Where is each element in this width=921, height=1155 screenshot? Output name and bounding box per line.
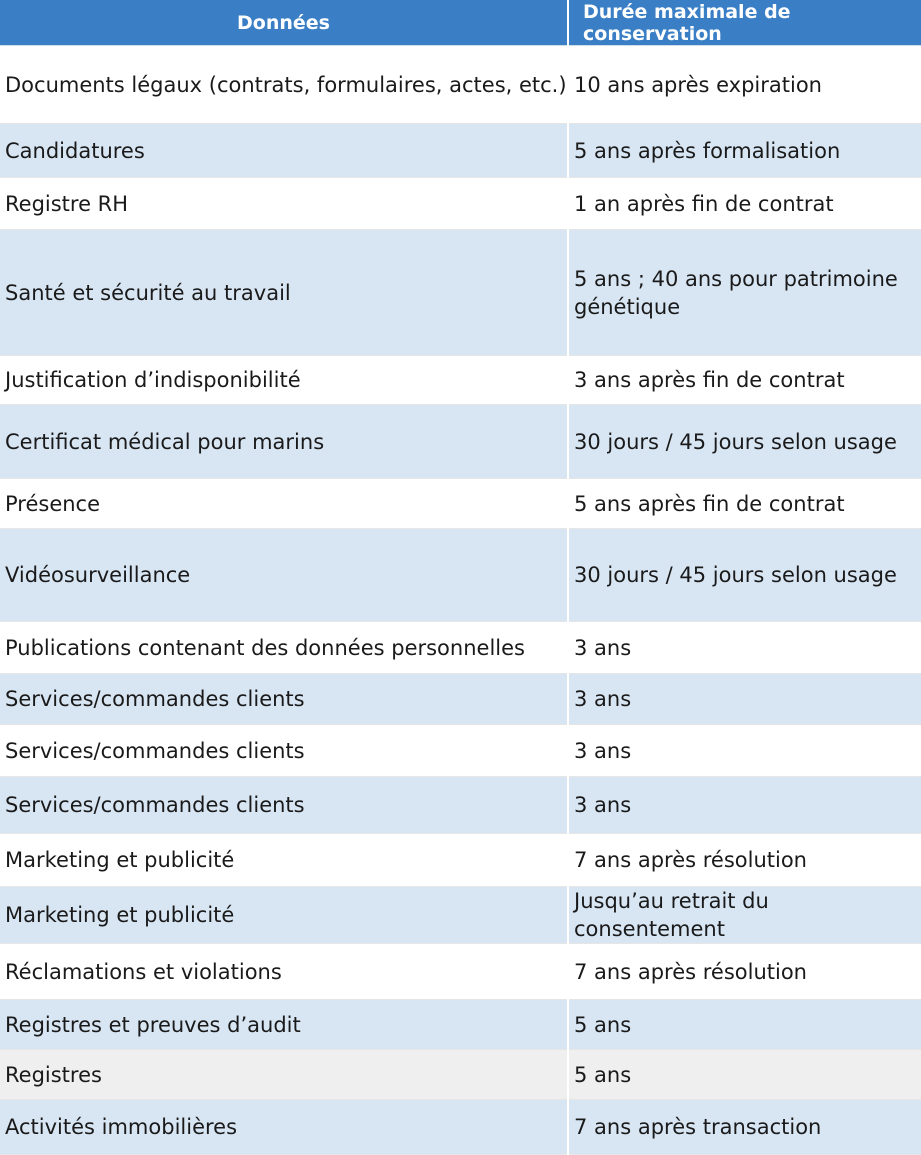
cell-donnees: Services/commandes clients [0,674,568,725]
table-row [0,944,921,1000]
table-row [0,479,921,529]
cell-duree: 5 ans après formalisation [568,124,921,178]
table-row [0,356,921,405]
table-row [0,1050,921,1100]
cell-duree: 5 ans [568,1050,921,1100]
table-row [0,1100,921,1155]
cell-duree: 7 ans après résolution [568,834,921,887]
cell-donnees: Marketing et publicité [0,887,568,944]
table-row [0,405,921,479]
cell-duree: 7 ans après transaction [568,1100,921,1155]
cell-donnees: Santé et sécurité au travail [0,230,568,356]
table-row [0,777,921,834]
cell-duree: 1 an après fin de contrat [568,178,921,230]
cell-duree: 3 ans [568,777,921,834]
cell-donnees: Réclamations et violations [0,944,568,1000]
cell-duree: 3 ans [568,674,921,725]
header-duree: Durée maximale de conservation [568,0,921,46]
cell-donnees: Services/commandes clients [0,725,568,777]
cell-duree: 3 ans [568,725,921,777]
cell-donnees: Documents légaux (contrats, formulaires, actes, etc.) [0,46,568,124]
cell-duree: 30 jours / 45 jours selon usage [568,405,921,479]
cell-donnees: Vidéosurveillance [0,529,568,622]
table-row [0,725,921,777]
table-row [0,834,921,887]
table-row [0,529,921,622]
cell-donnees: Justification d’indisponibilité [0,356,568,405]
cell-duree: 3 ans [568,622,921,674]
cell-donnees: Registres [0,1050,568,1100]
cell-donnees: Candidatures [0,124,568,178]
table-row [0,46,921,124]
table-body [0,46,921,1155]
cell-duree: 3 ans après fin de contrat [568,356,921,405]
cell-duree: 5 ans ; 40 ans pour patrimoine génétique [568,230,921,356]
table-row [0,1000,921,1050]
cell-duree: 5 ans après fin de contrat [568,479,921,529]
cell-donnees: Présence [0,479,568,529]
cell-donnees: Publications contenant des données personnelles [0,622,568,674]
cell-donnees: Services/commandes clients [0,777,568,834]
cell-duree: 30 jours / 45 jours selon usage [568,529,921,622]
cell-duree: Jusqu’au retrait du consentement [568,887,921,944]
table-row [0,887,921,944]
table-row [0,178,921,230]
cell-duree: 7 ans après résolution [568,944,921,1000]
table-row [0,124,921,178]
header-row [0,0,921,46]
cell-donnees: Activités immobilières [0,1100,568,1155]
table-row [0,674,921,725]
cell-donnees: Marketing et publicité [0,834,568,887]
cell-donnees: Registre RH [0,178,568,230]
cell-duree: 10 ans après expiration [568,46,921,124]
table-row [0,622,921,674]
header-donnees: Données [0,0,568,46]
cell-donnees: Registres et preuves d’audit [0,1000,568,1050]
table-header [0,0,921,46]
table-row [0,230,921,356]
cell-duree: 5 ans [568,1000,921,1050]
cell-donnees: Certificat médical pour marins [0,405,568,479]
